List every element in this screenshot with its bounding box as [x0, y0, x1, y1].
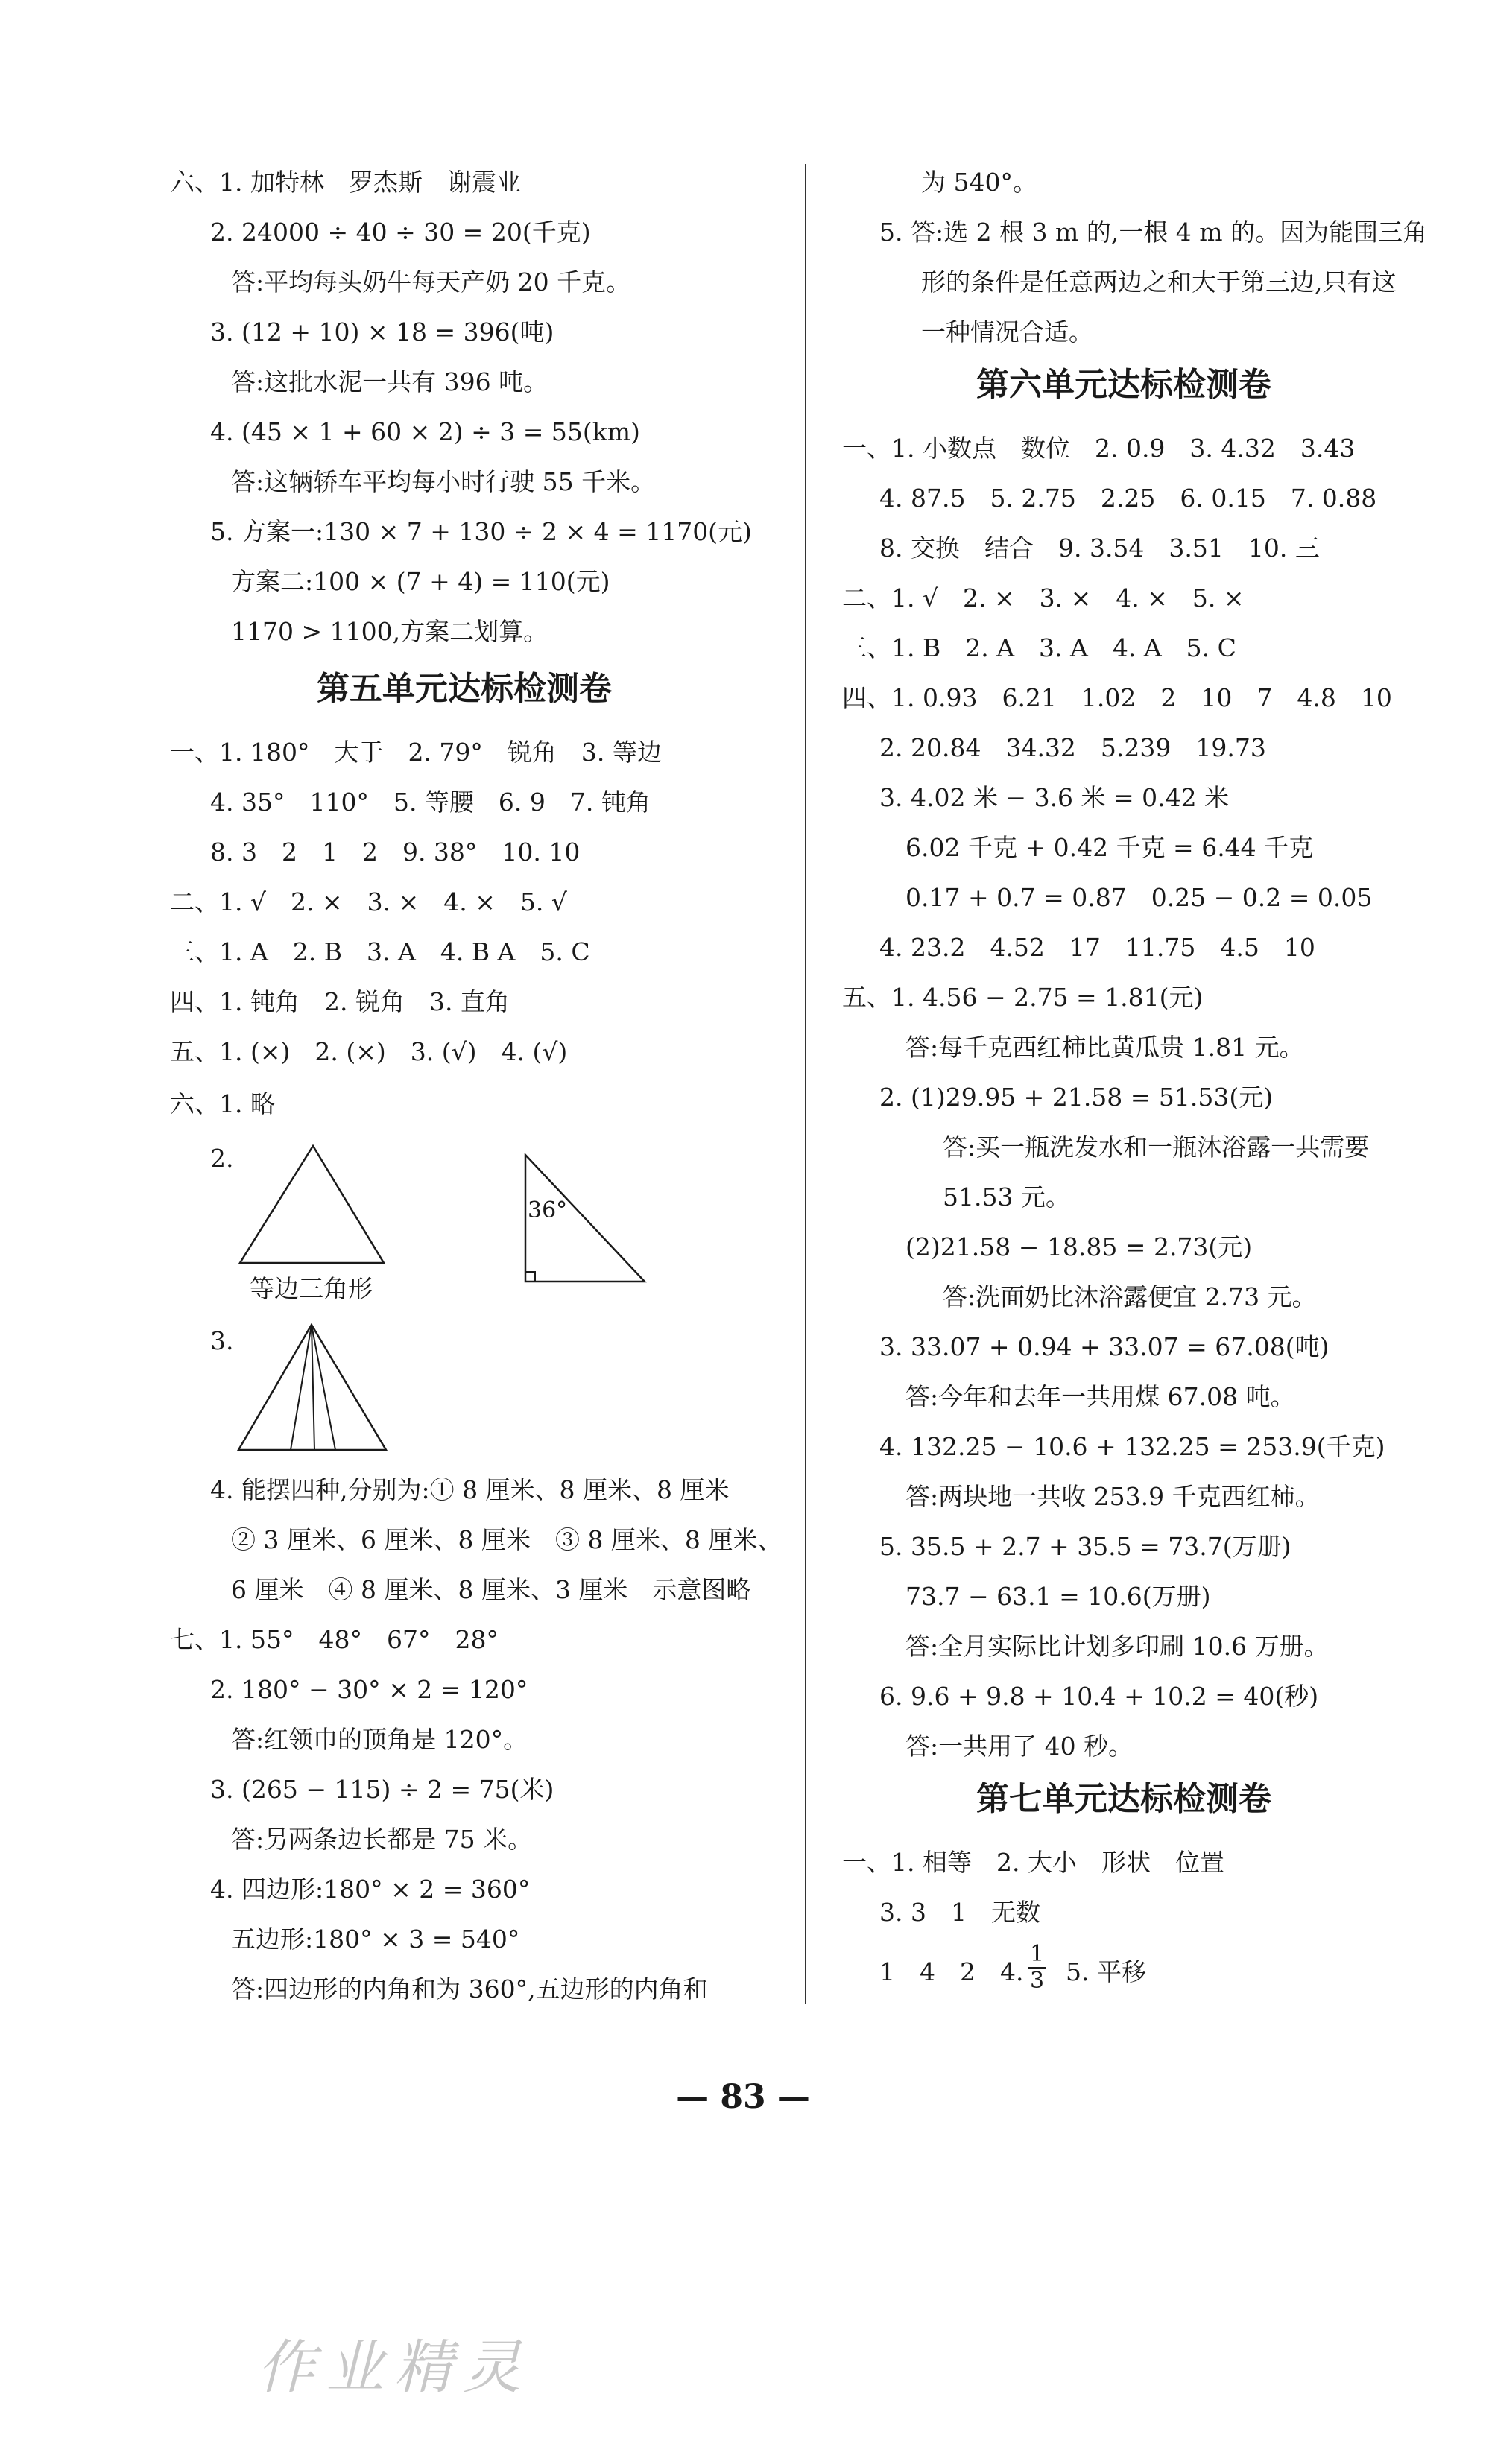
- unit7-line: 一、1. 相等 2. 大小 形状 位置: [842, 1848, 1224, 1877]
- figure-2-number: 2.: [210, 1144, 234, 1173]
- section-heading-unit5: 第五单元达标检测卷: [317, 670, 612, 708]
- unit6-line: 0.17 + 0.7 = 0.87 0.25 − 0.2 = 0.05: [905, 883, 1373, 912]
- left-line: 六、1. 加特林 罗杰斯 谢震业: [170, 168, 521, 197]
- figure-2-caption: 等边三角形: [250, 1274, 373, 1303]
- unit6-line: 73.7 − 63.1 = 10.6(万册): [905, 1582, 1211, 1611]
- unit6-line: 5. 35.5 + 2.7 + 35.5 = 73.7(万册): [879, 1532, 1291, 1561]
- unit6-line: 答:每千克西红柿比黄瓜贵 1.81 元。: [905, 1033, 1304, 1062]
- unit6-line: 答:全月实际比计划多印刷 10.6 万册。: [905, 1632, 1329, 1661]
- unit6-line: 二、1. √ 2. × 3. × 4. × 5. ×: [842, 583, 1245, 612]
- watermark-logo: 作业精灵: [257, 2334, 532, 2401]
- left-after-line: 七、1. 55° 48° 67° 28°: [170, 1625, 499, 1654]
- right-triangle-angle-label: 36°: [528, 1197, 568, 1223]
- left-after-line: 2. 180° − 30° × 2 = 120°: [210, 1675, 528, 1704]
- unit5-line: 一、1. 180° 大于 2. 79° 锐角 3. 等边: [170, 738, 662, 767]
- left-line: 4. (45 × 1 + 60 × 2) ÷ 3 = 55(km): [210, 417, 640, 446]
- column-divider: [805, 164, 806, 2004]
- left-after-line: ② 3 厘米、6 厘米、8 厘米 ③ 8 厘米、8 厘米、: [231, 1525, 782, 1554]
- left-line: 答:这辆轿车平均每小时行驶 55 千米。: [231, 467, 656, 496]
- left-after-line: 4. 四边形:180° × 2 = 360°: [210, 1875, 531, 1904]
- right-line: 形的条件是任意两边之和大于第三边,只有这: [921, 267, 1397, 297]
- unit6-line: 4. 132.25 − 10.6 + 132.25 = 253.9(千克): [879, 1432, 1385, 1461]
- unit6-line: 51.53 元。: [943, 1182, 1070, 1212]
- right-line: 一种情况合适。: [921, 317, 1093, 346]
- unit6-line: 8. 交换 结合 9. 3.54 3.51 10. 三: [879, 533, 1320, 563]
- unit6-line: 一、1. 小数点 数位 2. 0.9 3. 4.32 3.43: [842, 434, 1356, 463]
- triangle-division-figure: [231, 1319, 395, 1460]
- unit6-line: 答:今年和去年一共用煤 67.08 吨。: [905, 1382, 1295, 1411]
- left-after-line: 3. (265 − 115) ÷ 2 = 75(米): [210, 1775, 554, 1804]
- left-line: 1170 > 1100,方案二划算。: [231, 617, 548, 646]
- unit6-line: 3. 33.07 + 0.94 + 33.07 = 67.08(吨): [879, 1332, 1330, 1361]
- unit6-line: 6. 9.6 + 9.8 + 10.4 + 10.2 = 40(秒): [879, 1682, 1319, 1711]
- section-heading-unit7: 第七单元达标检测卷: [976, 1780, 1271, 1818]
- unit6-line: 答:买一瓶洗发水和一瓶沐浴露一共需要: [943, 1133, 1370, 1162]
- left-after-line: 6 厘米 ④ 8 厘米、8 厘米、3 厘米 示意图略: [231, 1575, 751, 1604]
- unit5-line: 六、1. 略: [170, 1089, 275, 1118]
- unit7-line: 3. 3 1 无数: [879, 1898, 1040, 1927]
- unit6-line: 五、1. 4.56 − 2.75 = 1.81(元): [842, 983, 1204, 1012]
- left-after-line: 五边形:180° × 3 = 540°: [231, 1925, 520, 1954]
- left-line: 2. 24000 ÷ 40 ÷ 30 = 20(千克): [210, 218, 591, 247]
- unit6-line: 2. (1)29.95 + 21.58 = 51.53(元): [879, 1083, 1274, 1112]
- unit6-line: 答:两块地一共收 253.9 千克西红柿。: [905, 1482, 1320, 1511]
- unit5-line: 8. 3 2 1 2 9. 38° 10. 10: [210, 837, 581, 867]
- unit6-line: 6.02 千克 + 0.42 千克 = 6.44 千克: [905, 833, 1314, 862]
- fraction-numerator: 1: [1030, 1941, 1045, 1967]
- unit6-line: 3. 4.02 米 − 3.6 米 = 0.42 米: [879, 783, 1230, 812]
- unit5-line: 三、1. A 2. B 3. A 4. B A 5. C: [170, 937, 590, 966]
- left-line: 3. (12 + 10) × 18 = 396(吨): [210, 317, 554, 346]
- figure-3-number: 3.: [210, 1326, 234, 1355]
- page-number: — 83 —: [676, 2078, 810, 2116]
- right-line: 为 540°。: [921, 168, 1037, 197]
- unit5-line: 四、1. 钝角 2. 锐角 3. 直角: [170, 987, 510, 1016]
- left-after-line: 4. 能摆四种,分别为:① 8 厘米、8 厘米、8 厘米: [210, 1475, 730, 1504]
- left-line: 答:这批水泥一共有 396 吨。: [231, 367, 548, 396]
- equilateral-triangle-figure: [231, 1140, 395, 1289]
- left-line: 5. 方案一:130 × 7 + 130 ÷ 2 × 4 = 1170(元): [210, 517, 752, 546]
- left-after-line: 答:另两条边长都是 75 米。: [231, 1825, 533, 1854]
- unit6-line: 四、1. 0.93 6.21 1.02 2 10 7 4.8 10: [842, 683, 1392, 712]
- unit7-last-line-prefix: 1 4 2 4.: [879, 1957, 1024, 1986]
- left-line: 答:平均每头奶牛每天产奶 20 千克。: [231, 267, 631, 297]
- left-after-line: 答:红领巾的顶角是 120°。: [231, 1725, 528, 1754]
- unit6-line: (2)21.58 − 18.85 = 2.73(元): [905, 1232, 1253, 1261]
- unit5-line: 4. 35° 110° 5. 等腰 6. 9 7. 钝角: [210, 788, 651, 817]
- unit6-line: 2. 20.84 34.32 5.239 19.73: [879, 733, 1266, 762]
- unit6-line: 答:一共用了 40 秒。: [905, 1732, 1134, 1761]
- fraction-one-third: [1028, 1942, 1046, 1994]
- left-line: 方案二:100 × (7 + 4) = 110(元): [231, 567, 610, 596]
- fraction-denominator: 3: [1030, 1968, 1045, 1994]
- unit7-last-line-suffix: 5. 平移: [1066, 1957, 1146, 1986]
- unit6-line: 三、1. B 2. A 3. A 4. A 5. C: [842, 633, 1236, 662]
- unit6-line: 4. 87.5 5. 2.75 2.25 6. 0.15 7. 0.88: [879, 484, 1377, 513]
- section-heading-unit6: 第六单元达标检测卷: [976, 366, 1271, 404]
- unit6-line: 4. 23.2 4.52 17 11.75 4.5 10: [879, 933, 1315, 962]
- unit5-line: 五、1. (×) 2. (×) 3. (√) 4. (√): [170, 1037, 568, 1066]
- unit6-line: 答:洗面奶比沐浴露便宜 2.73 元。: [943, 1282, 1317, 1311]
- unit5-line: 二、1. √ 2. × 3. × 4. × 5. √: [170, 887, 567, 916]
- right-line: 5. 答:选 2 根 3 m 的,一根 4 m 的。因为能围三角: [879, 218, 1428, 247]
- left-after-line: 答:四边形的内角和为 360°,五边形的内角和: [231, 1974, 708, 2004]
